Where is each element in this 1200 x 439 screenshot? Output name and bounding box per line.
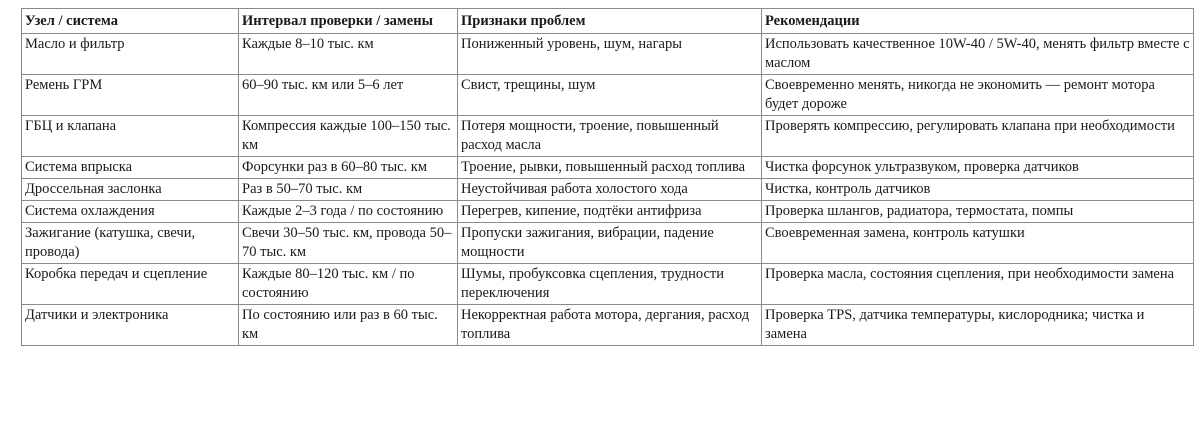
- cell-recommendation: Чистка, контроль датчиков: [762, 179, 1194, 201]
- cell-interval: Каждые 2–3 года / по состоянию: [239, 201, 458, 223]
- cell-unit: Коробка передач и сцепление: [22, 264, 239, 305]
- cell-symptoms: Пропуски зажигания, вибрации, падение мощности: [458, 223, 762, 264]
- cell-recommendation: Проверка масла, состояния сцепления, при необходимости замена: [762, 264, 1194, 305]
- table-row: [22, 264, 1194, 305]
- cell-symptoms: Троение, рывки, повышенный расход топлива: [458, 157, 762, 179]
- cell-symptoms: Потеря мощности, троение, повышенный расход масла: [458, 116, 762, 157]
- table-row: [22, 75, 1194, 116]
- cell-unit: ГБЦ и клапана: [22, 116, 239, 157]
- cell-unit: Дроссельная заслонка: [22, 179, 239, 201]
- cell-unit: Система охлаждения: [22, 201, 239, 223]
- cell-interval: Раз в 50–70 тыс. км: [239, 179, 458, 201]
- cell-unit: Зажигание (катушка, свечи, провода): [22, 223, 239, 264]
- cell-symptoms: Свист, трещины, шум: [458, 75, 762, 116]
- table-row: [22, 157, 1194, 179]
- cell-interval: По состоянию или раз в 60 тыс. км: [239, 305, 458, 346]
- cell-symptoms: Шумы, пробуксовка сцепления, трудности переключения: [458, 264, 762, 305]
- header-recommendations: Рекомендации: [762, 9, 1194, 34]
- cell-interval: Свечи 30–50 тыс. км, провода 50–70 тыс. км: [239, 223, 458, 264]
- cell-recommendation: Проверять компрессию, регулировать клапана при необходимости: [762, 116, 1194, 157]
- cell-interval: Форсунки раз в 60–80 тыс. км: [239, 157, 458, 179]
- cell-unit: Масло и фильтр: [22, 34, 239, 75]
- cell-interval: 60–90 тыс. км или 5–6 лет: [239, 75, 458, 116]
- header-interval: Интервал проверки / замены: [239, 9, 458, 34]
- cell-recommendation: Проверка шлангов, радиатора, термостата, помпы: [762, 201, 1194, 223]
- cell-symptoms: Перегрев, кипение, подтёки антифриза: [458, 201, 762, 223]
- table-row: [22, 34, 1194, 75]
- table-header-row: [22, 9, 1194, 34]
- cell-recommendation: Своевременно менять, никогда не экономить — ремонт мотора будет дороже: [762, 75, 1194, 116]
- cell-recommendation: Чистка форсунок ультразвуком, проверка датчиков: [762, 157, 1194, 179]
- cell-symptoms: Некорректная работа мотора, дергания, расход топлива: [458, 305, 762, 346]
- cell-interval: Каждые 8–10 тыс. км: [239, 34, 458, 75]
- cell-interval: Компрессия каждые 100–150 тыс. км: [239, 116, 458, 157]
- table-row: [22, 116, 1194, 157]
- table-row: [22, 305, 1194, 346]
- maintenance-table: [21, 8, 1194, 346]
- cell-unit: Система впрыска: [22, 157, 239, 179]
- cell-recommendation: Проверка TPS, датчика температуры, кислородника; чистка и замена: [762, 305, 1194, 346]
- table-row: [22, 223, 1194, 264]
- cell-symptoms: Пониженный уровень, шум, нагары: [458, 34, 762, 75]
- cell-recommendation: Использовать качественное 10W-40 / 5W-40, менять фильтр вместе с маслом: [762, 34, 1194, 75]
- cell-unit: Ремень ГРМ: [22, 75, 239, 116]
- cell-interval: Каждые 80–120 тыс. км / по состоянию: [239, 264, 458, 305]
- cell-symptoms: Неустойчивая работа холостого хода: [458, 179, 762, 201]
- header-unit-system: Узел / система: [22, 9, 239, 34]
- cell-recommendation: Своевременная замена, контроль катушки: [762, 223, 1194, 264]
- cell-unit: Датчики и электроника: [22, 305, 239, 346]
- table-row: [22, 201, 1194, 223]
- table-row: [22, 179, 1194, 201]
- header-symptoms: Признаки проблем: [458, 9, 762, 34]
